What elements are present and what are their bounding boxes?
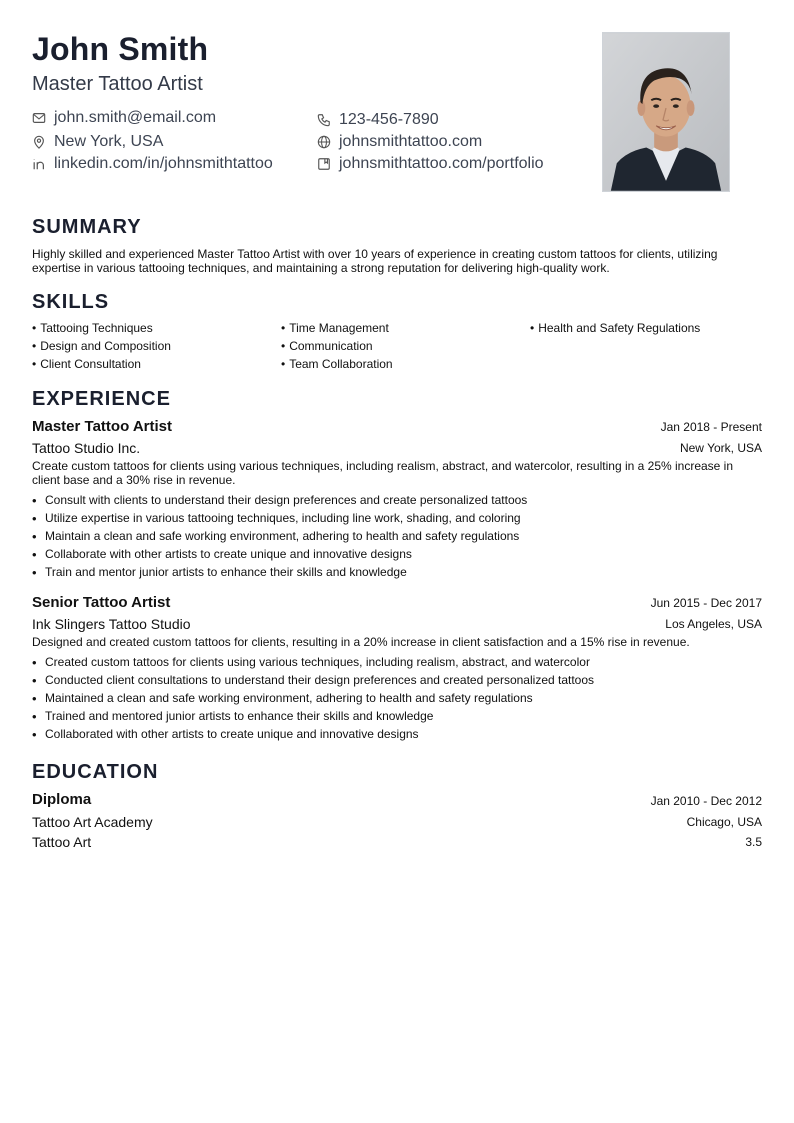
summary-heading: SUMMARY [32,216,142,238]
skill-item: • Communication [281,339,373,353]
candidate-name: John Smith [32,31,209,67]
job-bullet: • Maintain a clean and safe working environment, adhering to health and safety regulations [32,527,762,545]
skill-item: • Team Collaboration [281,357,393,371]
summary-text: Highly skilled and experienced Master Tattoo Artist with over 10 years of experience in creating custom tattoos for clients, utilizing expertise in various tattooing techniques, and maintaining a strong reputation for delivering high-quality work. [32,247,718,275]
edu-date: Jan 2010 - Dec 2012 [650,794,762,808]
job-company: Tattoo Studio Inc. [32,440,141,456]
linkedin-icon [32,157,46,171]
job-title: Master Tattoo Artist [32,418,173,435]
job-bullet: • Collaborated with other artists to create unique and innovative designs [32,725,762,743]
skill-item: • Design and Composition [32,339,171,353]
contact-linkedin[interactable] [32,155,273,173]
job-bullet: • Conducted client consultations to understand their design preferences and created personalized tattoos [32,671,762,689]
edu-gpa: 3.5 [745,835,762,849]
job-location: New York, USA [679,441,762,455]
job-bullet: • Trained and mentored junior artists to enhance their skills and knowledge [32,707,762,725]
skill-item: • Health and Safety Regulations [530,321,700,335]
job-date: Jan 2018 - Present [660,420,762,434]
profile-photo [602,32,730,192]
job-bullet: • Collaborate with other artists to create unique and innovative designs [32,545,762,563]
job-bullet: • Maintained a clean and safe working environment, adhering to health and safety regulations [32,689,762,707]
contact-portfolio-text: johnsmithtattoo.com/portfolio [339,155,544,172]
job-company: Ink Slingers Tattoo Studio [32,616,191,632]
job-bullets [32,491,762,581]
contact-website[interactable] [317,133,482,151]
edu-field: Tattoo Art [32,834,92,850]
job-bullets [32,653,762,743]
job-bullet: • Created custom tattoos for clients using various techniques, including realism, abstract, and watercolor [32,653,762,671]
map-pin-icon [32,135,46,149]
contact-linkedin-text: linkedin.com/in/johnsmithtattoo [54,155,273,172]
skill-item: • Time Management [281,321,389,335]
edu-degree: Diploma [32,791,92,808]
job-date: Jun 2015 - Dec 2017 [650,596,762,610]
envelope-icon [32,111,46,125]
contact-location-text: New York, USA [54,133,164,150]
job-bullet: • Consult with clients to understand their design preferences and create personalized tattoos [32,491,762,509]
skills-heading: SKILLS [32,291,110,313]
job-description: Create custom tattoos for clients using various techniques, including realism, abstract, and watercolor, resulting in a 25% increase in client base and a 30% rise in revenue. [32,459,734,487]
experience-heading: EXPERIENCE [32,388,171,410]
job-bullet: • Utilize expertise in various tattooing techniques, including line work, shading, and coloring [32,509,762,527]
contact-website-text: johnsmithtattoo.com [339,133,483,150]
job-title: Senior Tattoo Artist [32,594,171,611]
contact-location [32,133,163,151]
phone-icon [317,113,331,127]
portfolio-icon [317,157,331,171]
portrait-illustration [603,33,729,191]
job-description: Designed and created custom tattoos for clients, resulting in a 20% increase in client satisfaction and a 15% rise in revenue. [32,635,690,649]
candidate-role: Master Tattoo Artist [32,73,203,95]
contact-email[interactable] [32,109,216,127]
edu-location: Chicago, USA [686,815,762,829]
job-bullet: • Train and mentor junior artists to enhance their skills and knowledge [32,563,762,581]
contact-portfolio[interactable] [317,155,544,173]
job-location: Los Angeles, USA [665,617,762,631]
contact-phone[interactable] [317,111,439,129]
contact-email-text: john.smith@email.com [54,109,217,126]
skill-item: • Tattooing Techniques [32,321,153,335]
contact-phone-text: 123-456-7890 [339,111,439,128]
skill-item: • Client Consultation [32,357,141,371]
edu-school: Tattoo Art Academy [32,814,153,830]
education-heading: EDUCATION [32,761,159,783]
globe-icon [317,135,331,149]
